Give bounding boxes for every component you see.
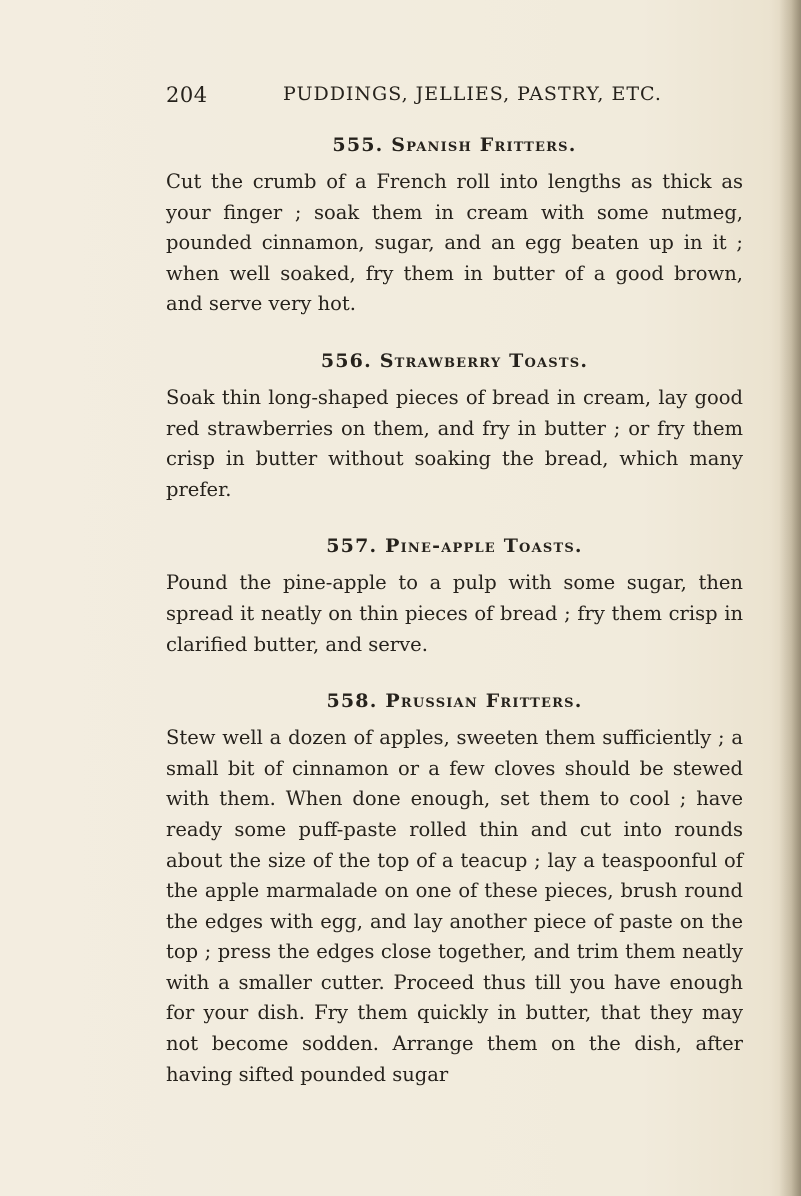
recipe-text: Stew well a dozen of apples, sweeten them sufficiently ; a small bit of cinnamon or a few cloves should be stewed with them. When done enough, set them to cool ; have ready some puff-paste rolled thin and cut into rounds about the size of the top of a teacup ; lay a teaspoonful of the apple marmalade on one of these pieces, brush round the edges with egg, and lay another piece of paste on the top ; press the edges close together, and trim them neatly with a smaller cutter. Proceed thus till you have enough for your dish. Fry them quickly in butter, that they may not become sodden. Arrange them on the dish, after having sifted pounded sugar [166,726,743,1086]
recipe-558 [166,684,743,1090]
recipe-555 [166,128,743,320]
recipe-title: 557. Pine-apple Toasts. [326,535,583,558]
recipe-557 [166,529,743,660]
page-number: 204 [166,83,208,107]
recipe-title: 556. Strawberry Toasts. [320,349,589,372]
recipe-text: Pound the pine-apple to a pulp with some sugar, then spread it neatly on thin pieces of bread ; fry them crisp in clarified butter, and serve. [166,571,743,656]
recipe-556 [166,344,743,505]
page-header [166,83,746,113]
recipe-text: Soak thin long-shaped pieces of bread in cream, lay good red strawberries on them, and fry in butter ; or fry them crisp in butter without soaking the bread, which many prefer. [166,385,743,501]
recipe-title: 555. Spanish Fritters. [332,134,577,156]
recipe-title: 558. Prussian Fritters. [326,690,583,713]
page-content [166,128,743,1114]
page-edge-shadow [779,0,801,1196]
running-title: PUDDINGS, JELLIES, PASTRY, ETC. [283,83,662,105]
recipe-text: Cut the crumb of a French roll into lengths as thick as your finger ; soak them in cream with some nutmeg, pounded cinnamon, sugar, and an egg beaten up in it ; when well soaked, fry them in butter of a good brown, and serve very hot. [166,170,743,316]
